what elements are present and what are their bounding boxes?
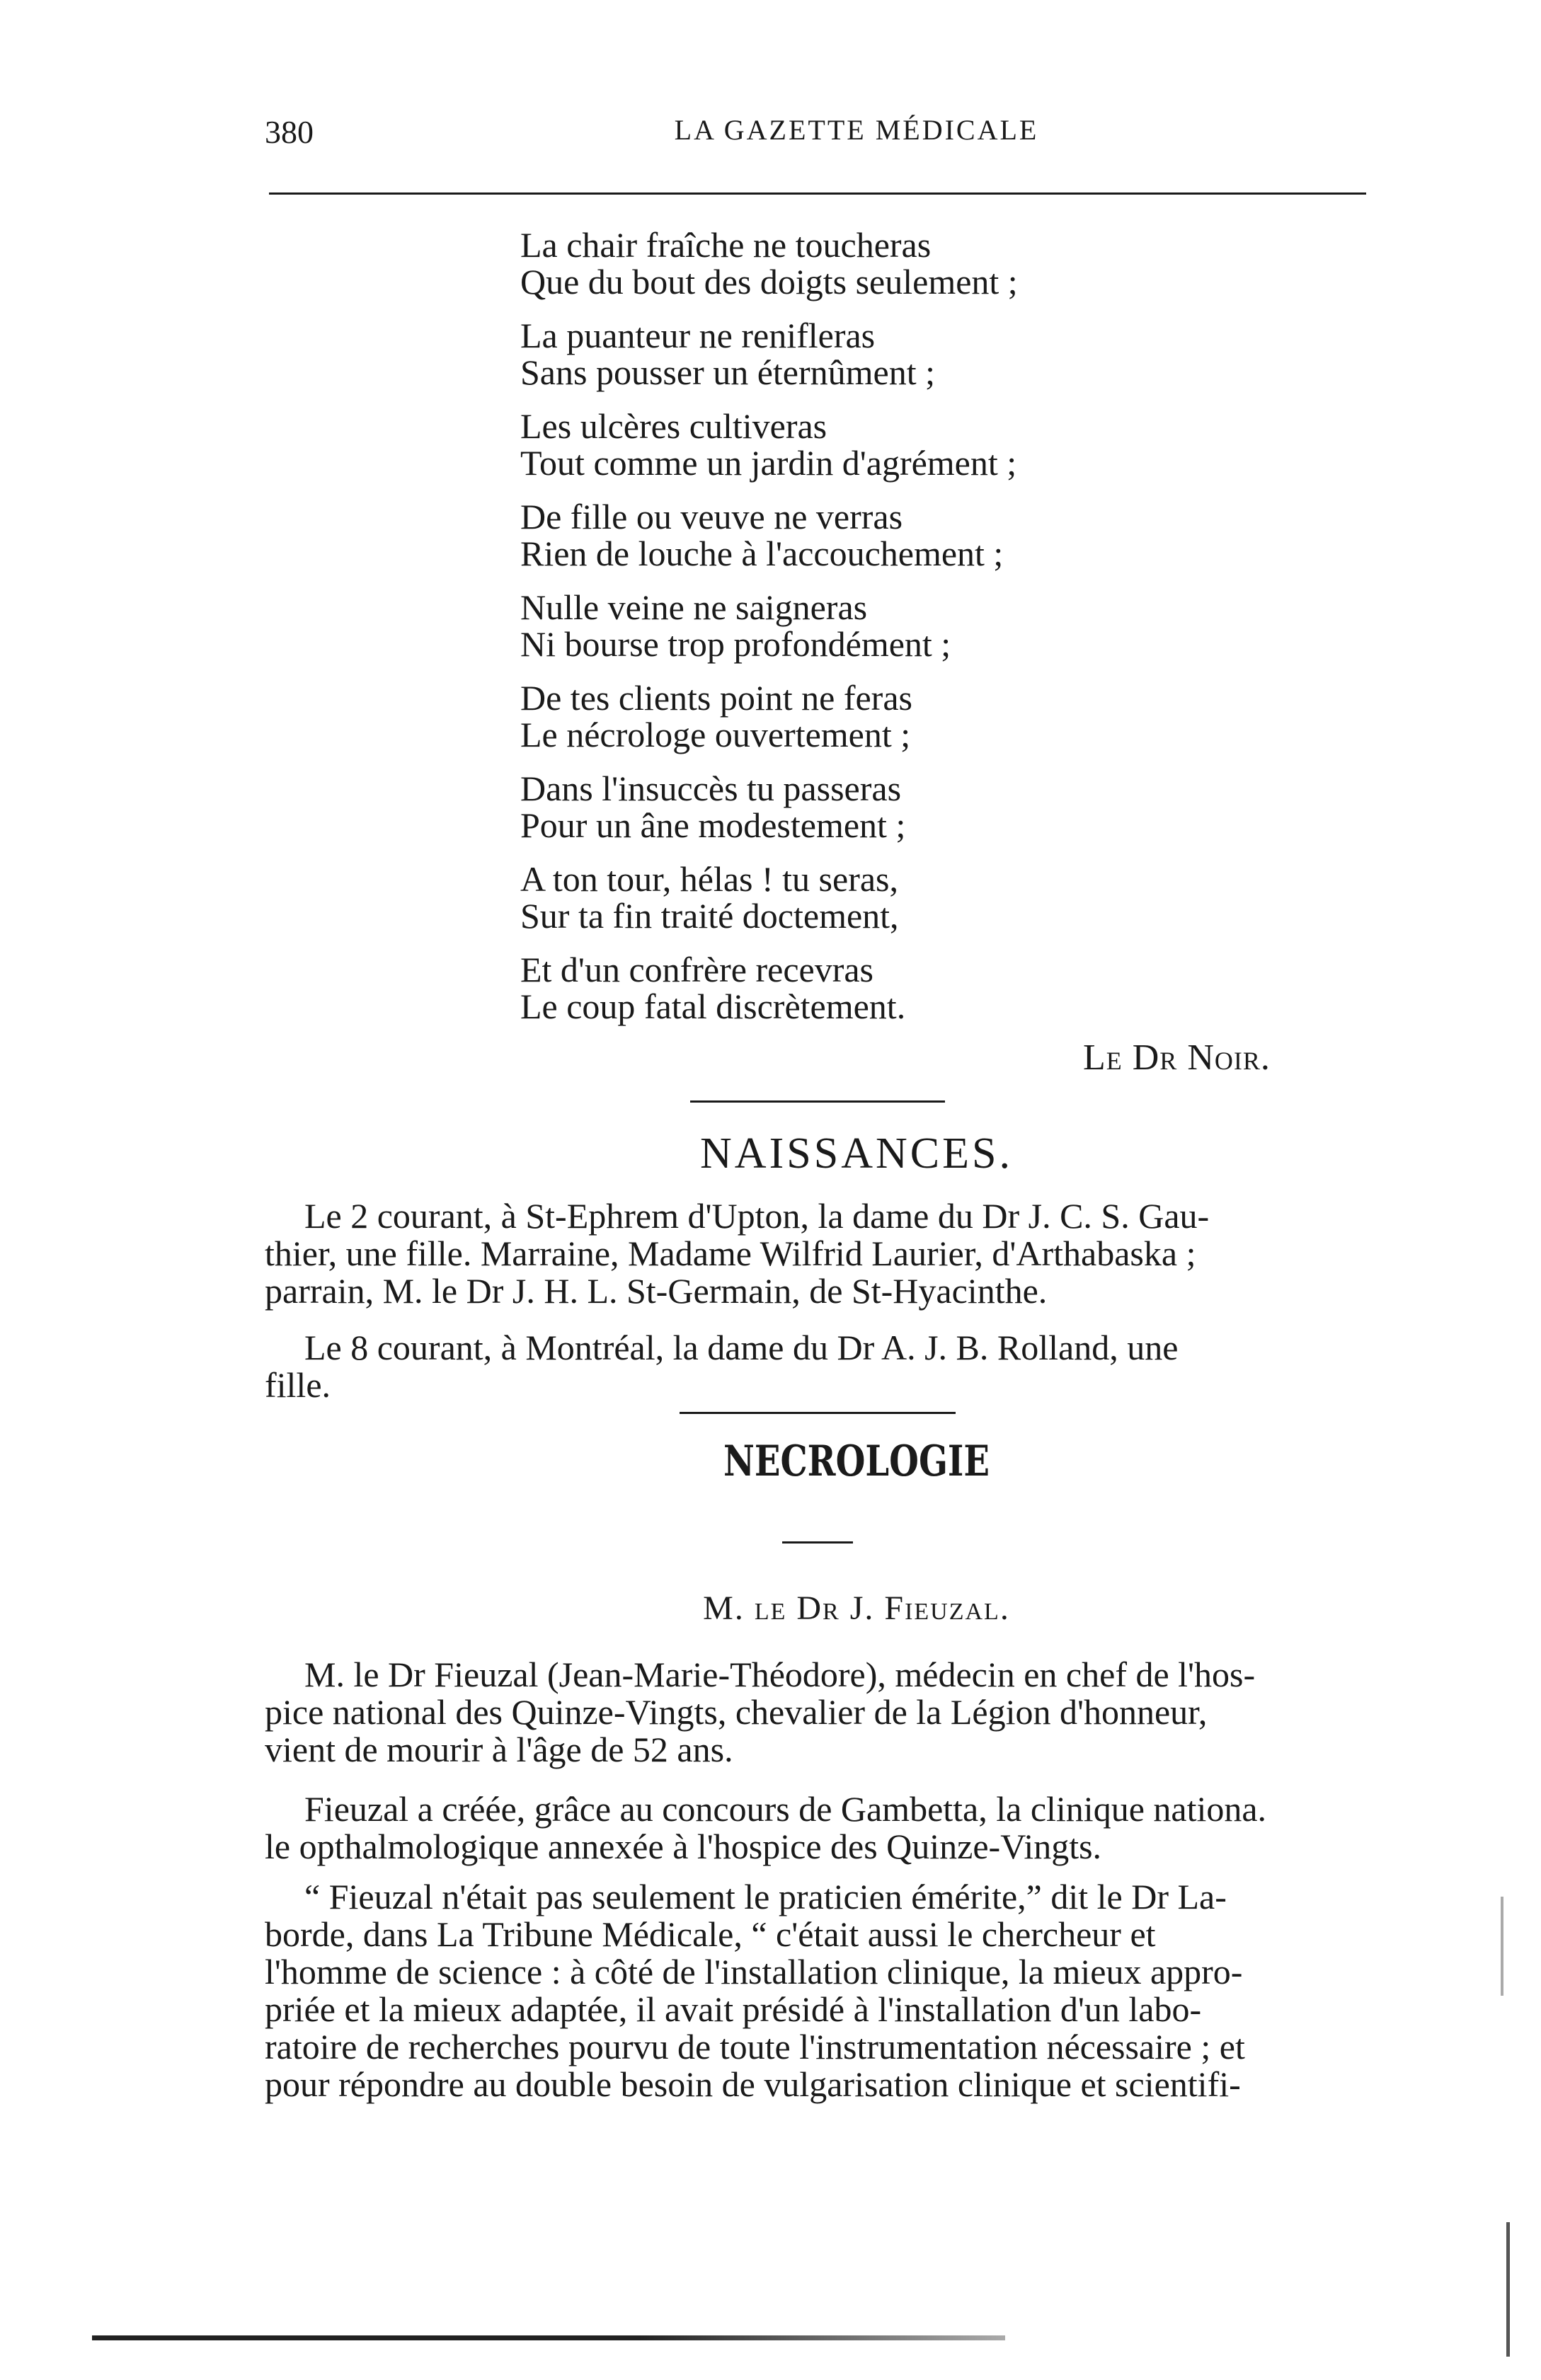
poem-line: De tes clients point ne feras (520, 678, 912, 718)
text-line: vient de mourir à l'âge de 52 ans. (265, 1730, 733, 1769)
text-line: le opthalmologique annexée à l'hospice des Quinze-Vingts. (265, 1827, 1102, 1866)
poem (520, 226, 1018, 1042)
obituary-subheading: M. le Dr J. Fieuzal. (703, 1589, 1010, 1627)
text-line: borde, dans La Tribune Médicale, “ c'était aussi le chercheur et (265, 1914, 1156, 1954)
poem-stanza (520, 408, 1018, 481)
page-number: 380 (265, 114, 314, 150)
poem-line: Ni bourse trop profondément ; (520, 624, 951, 664)
text-line: pice national des Quinze-Vingts, chevalier de la Légion d'honneur, (265, 1692, 1208, 1732)
poem-line: De fille ou veuve ne verras (520, 497, 903, 536)
text-line: Fieuzal a créée, grâce au concours de Gambetta, la clinique nationa. (304, 1789, 1267, 1829)
poem-stanza (520, 951, 1018, 1025)
text-line: M. le Dr Fieuzal (Jean-Marie-Théodore), médecin en chef de l'hos- (304, 1655, 1256, 1694)
poem-line: Que du bout des doigts seulement ; (520, 262, 1018, 301)
poem-line: Le coup fatal discrètement. (520, 987, 906, 1026)
header-rule (269, 192, 1366, 195)
scan-edge-rule (92, 2335, 1005, 2340)
paragraph (265, 1878, 1366, 2103)
text-line: pour répondre au double besoin de vulgarisation clinique et scientifi- (265, 2064, 1241, 2104)
poem-line: A ton tour, hélas ! tu seras, (520, 859, 899, 899)
poem-line: Dans l'insuccès tu passeras (520, 769, 902, 808)
paragraph (265, 1790, 1366, 1866)
text-line: fille. (265, 1365, 331, 1405)
scan-edge-mark (1506, 2222, 1510, 2357)
section-divider (690, 1100, 945, 1103)
poem-line: Rien de louche à l'accouchement ; (520, 534, 1004, 573)
poem-signature: Le Dr Noir. (1083, 1037, 1271, 1078)
poem-line: La puanteur ne renifleras (520, 316, 876, 355)
poem-line: Pour un âne modestement ; (520, 805, 906, 845)
text-line: priée et la mieux adaptée, il avait présidé à l'installation d'un labo- (265, 1989, 1202, 2029)
text-line: Le 8 courant, à Montréal, la dame du Dr A. J. B. Rolland, une (304, 1328, 1179, 1367)
paragraph (265, 1197, 1366, 1310)
poem-line: Nulle veine ne saigneras (520, 587, 868, 627)
text-line: parrain, M. le Dr J. H. L. St-Germain, de St-Hyacinthe. (265, 1271, 1048, 1311)
running-title: LA GAZETTE MÉDICALE (674, 114, 1039, 146)
poem-line: La chair fraîche ne toucheras (520, 225, 932, 265)
poem-line: Sans pousser un éternûment ; (520, 352, 936, 392)
poem-stanza (520, 498, 1018, 572)
section-heading-necrologie: NECROLOGIE (723, 1437, 990, 1486)
poem-stanza (520, 317, 1018, 391)
text-line: thier, une fille. Marraine, Madame Wilfrid Laurier, d'Arthabaska ; (265, 1234, 1196, 1273)
poem-line: Les ulcères cultiveras (520, 406, 827, 446)
poem-stanza (520, 679, 1018, 753)
section-heading-naissances: NAISSANCES. (700, 1129, 1013, 1178)
text-line: “ Fieuzal n'était pas seulement le praticien émérite,” dit le Dr La- (304, 1877, 1227, 1916)
paragraph (265, 1329, 1366, 1404)
text-line: Le 2 courant, à St-Ephrem d'Upton, la dame du Dr J. C. S. Gau- (304, 1196, 1210, 1236)
poem-line: Le nécrologe ouvertement ; (520, 715, 911, 754)
poem-stanza (520, 861, 1018, 934)
paragraph (265, 1656, 1366, 1769)
poem-line: Et d'un confrère recevras (520, 950, 873, 989)
poem-stanza (520, 589, 1018, 662)
text-line: ratoire de recherches pourvu de toute l'instrumentation nécessaire ; et (265, 2027, 1245, 2066)
poem-line: Sur ta fin traité doctement, (520, 896, 899, 936)
poem-stanza (520, 226, 1018, 300)
poem-stanza (520, 770, 1018, 844)
text-line: l'homme de science : à côté de l'installation clinique, la mieux appro- (265, 1952, 1243, 1991)
section-divider (680, 1412, 956, 1414)
poem-line: Tout comme un jardin d'agrément ; (520, 443, 1017, 483)
scan-edge-mark (1501, 1897, 1503, 1996)
short-divider (782, 1541, 853, 1543)
